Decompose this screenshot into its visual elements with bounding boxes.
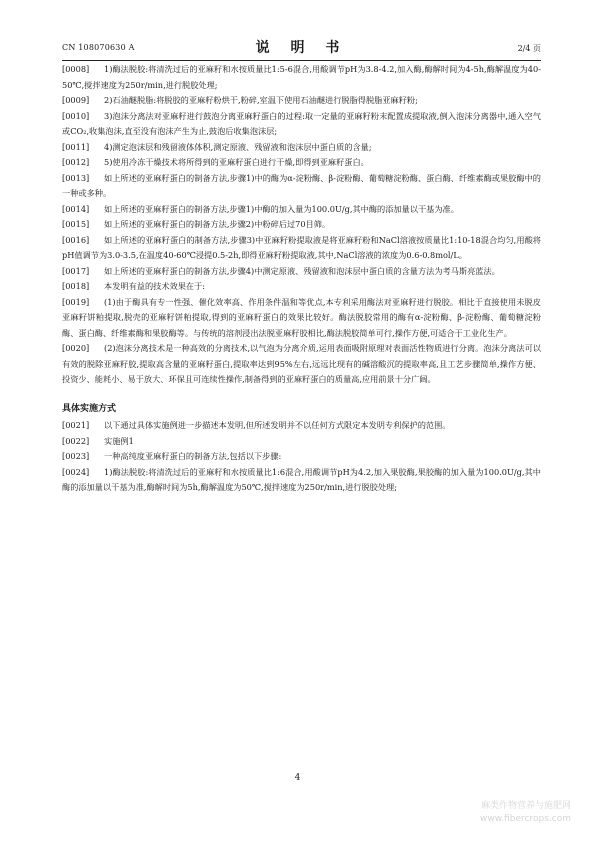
paragraph [62,434,541,450]
paragraph-list [62,62,541,388]
watermark-line: 麻类作物营养与施肥网 [480,801,571,811]
paragraph-text: 如上所述的亚麻籽蛋白的制备方法,步骤1)中的酶为α-淀粉酶、β-淀粉酶、葡萄糖淀粉酶、蛋白酶、纤维素酶或果胶酶中的一种或多种。 [62,172,541,198]
document-body [62,62,541,496]
paragraph [62,279,541,295]
paragraph-text: (2)泡沫分离技术是一种高效的分离技术,以气泡为分离介质,运用表面吸附原理对表面活性物质进行分离。泡沫分离法可以有效的脱除亚麻籽胶,提取高含量的亚麻籽蛋白,提取率达到95%左右,远远比现有的碱溶酸沉的提取率高,且工艺步骤简单,操作方便、投资少、能耗小、易于放大、环保且可连续性操作,制备得到的亚麻籽蛋白的质量高,应用前景十分广阔。 [62,343,541,384]
paragraph-text: (1)由于酶具有专一性强、催化效率高、作用条件温和等优点,本专利采用酶法对亚麻籽进行脱胶。相比于直接使用未脱皮亚麻籽饼粕提取,脱壳的亚麻籽饼粕提取,得到的亚麻籽蛋白的效果比较好。酶法脱胶常用的酶有α-淀粉酶、β-淀粉酶、葡萄糖淀粉酶、蛋白酶、纤维素酶和果胶酶等。与传统的溶剂浸出法脱亚麻籽胶相比,酶法脱胶简单可行,操作方便,可适合于工业化生产。 [62,296,541,338]
paragraph-number: [0012] [62,157,90,167]
paragraph-text: 1)酶法脱胶:将清洗过后的亚麻籽和水按质量比1:5-6混合,用酸调节pH为3.8-4.2,加入酶,酶解时间为4-5h,酶解温度为40-50℃,搅拌速度为250r/min,进行脱胶处理; [62,64,541,90]
paragraph-number: [0022] [62,435,90,446]
paragraph-number: [0017] [62,265,90,276]
paragraph-number: [0010] [62,110,90,121]
paragraph-list-embodiment [62,418,541,496]
paragraph [62,155,541,171]
paragraph-number: [0016] [62,234,90,245]
document-number: CN 108070630 A [62,43,135,52]
paragraph-text: 5)使用冷冻干燥技术将所得到的亚麻籽蛋白进行干燥,即得到亚麻籽蛋白。 [104,157,369,167]
paragraph [62,418,541,434]
page-fraction: 2/4 页 [517,44,541,53]
paragraph-number: [0008] [62,64,90,74]
paragraph-text: 本发明有益的技术效果在于: [104,281,206,291]
document-title: 说 明 书 [255,40,348,56]
paragraph-text: 如上所述的亚麻籽蛋白的制备方法,步骤4)中测定原液、残留液和泡沫层中蛋白质的含量方法为考马斯亮蓝法。 [104,265,500,276]
paragraph [62,109,541,140]
paragraph-text: 1)酶法脱胶:将清洗过后的亚麻籽和水按质量比1:6混合,用酸调节pH为4.2,加入果胶酶,果胶酶的加入量为100.0U/g,其中酶的添加量以干基为准,酶解时间为5h,酶解温度为50℃,搅拌速度为250r/min,进行脱胶处理; [62,466,541,492]
section-heading: 具体实施方式 [62,403,117,414]
paragraph [62,140,541,156]
paragraph-number: [0024] [62,466,90,477]
paragraph-text: 4)测定泡沫层和残留液体体积,测定原液、残留液和泡沫层中蛋白质的含量; [104,141,372,152]
paragraph [62,465,541,496]
paragraph-number: [0014] [62,203,90,214]
paragraph [62,202,541,218]
paragraph-number: [0020] [62,343,90,353]
paragraph-number: [0018] [62,281,90,291]
paragraph-text: 3)泡沫分离法对亚麻籽进行鼓泡分离亚麻籽蛋白的过程:取一定量的亚麻籽粉末配置成提取液,倒入泡沫分离器中,通入空气或CO₂,收集泡沫,直至没有泡沫产生为止,鼓泡后收集泡沫层; [62,110,541,136]
paragraph [62,93,541,109]
paragraph-number: [0009] [62,95,90,105]
paragraph-text: 如上所述的亚麻籽蛋白的制备方法,步骤1)中酶的加入量为100.0U/g,其中酶的添加量以干基为准。 [104,203,459,214]
paragraph [62,233,541,264]
watermark-url: www.fibercrops.com [480,814,571,824]
paragraph-text: 以下通过具体实施例进一步描述本发明,但所述发明并不以任何方式限定本发明专利保护的范围。 [104,420,451,430]
paragraph-text: 一种高纯度亚麻籽蛋白的制备方法,包括以下步骤: [104,451,282,461]
page-number: 4 [294,773,301,783]
paragraph-number: [0013] [62,172,90,183]
paragraph-text: 2)石油醚脱脂:将脱胶的亚麻籽粉烘干,粉碎,室温下使用石油醚进行脱脂得脱脂亚麻籽粉; [104,95,418,105]
paragraph-number: [0015] [62,219,90,229]
paragraph [62,341,541,388]
paragraph [62,449,541,465]
paragraph [62,171,541,202]
paragraph-text: 实施例1 [104,435,134,446]
watermark [480,800,571,826]
page-header [62,34,541,61]
paragraph-number: [0019] [62,296,90,307]
paragraph-number: [0021] [62,420,90,430]
paragraph [62,295,541,342]
paragraph-number: [0011] [62,141,90,152]
paragraph-text: 如上所述的亚麻籽蛋白的制备方法,步骤3)中亚麻籽粉提取液是将亚麻籽粉和NaCl溶液按质量比1:10-18混合均匀,用酸将pH值调节为3.0-3.5,在温度40-60℃浸提0.5-2h,即得亚麻籽粉提取液,其中,NaCl溶液的浓度为0.6-0.8mol/L。 [62,234,541,260]
paragraph-text: 如上所述的亚麻籽蛋白的制备方法,步骤2)中粉碎后过70目筛。 [104,219,331,229]
paragraph [62,62,541,93]
paragraph-number: [0023] [62,451,90,461]
paragraph [62,264,541,280]
paragraph [62,217,541,233]
